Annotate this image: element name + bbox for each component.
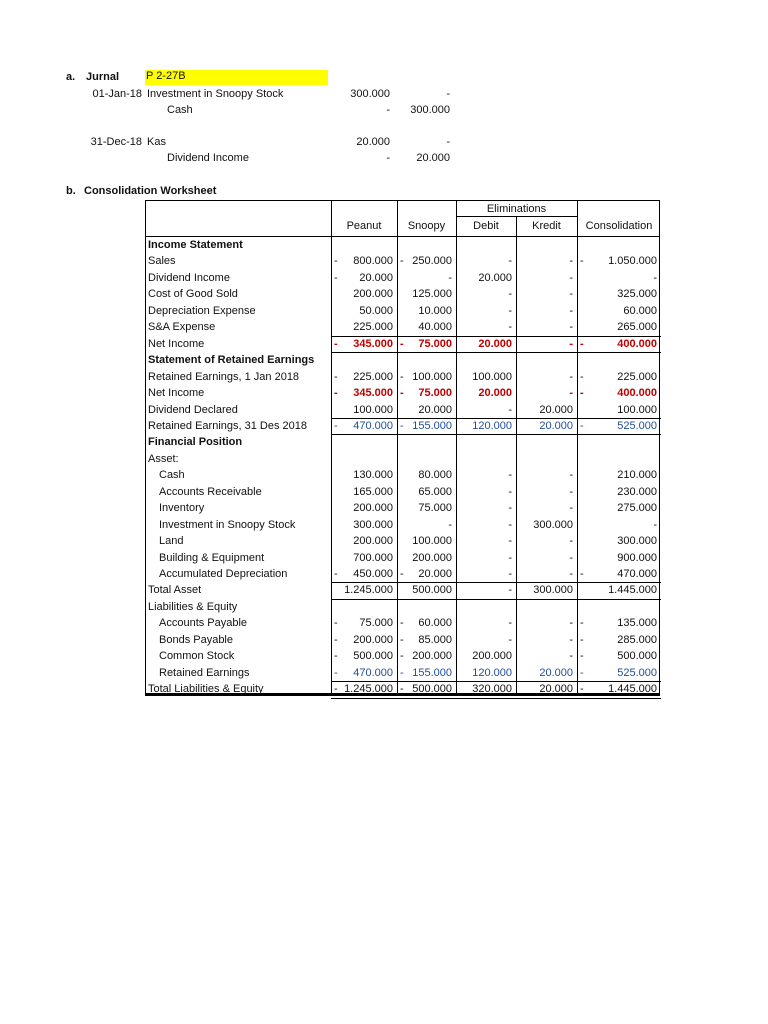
cell-p: 1.245.000: [344, 584, 393, 597]
cell-k: -: [569, 387, 573, 400]
cell-d: 320.000: [472, 683, 512, 696]
negative-sign: -: [580, 370, 584, 383]
cell-d: 120.000: [472, 666, 512, 679]
row-label: Accounts Receivable: [159, 485, 262, 498]
cell-k: 20.000: [539, 403, 573, 416]
row-label: Inventory: [159, 502, 205, 515]
negative-sign: -: [400, 683, 404, 696]
cell-c: 285.000: [617, 633, 657, 646]
cell-p: 345.000: [353, 337, 393, 350]
cell-k: -: [569, 304, 573, 317]
header-divider: [146, 236, 659, 237]
cell-c: 1.445.000: [608, 584, 657, 597]
negative-sign: -: [580, 683, 584, 696]
negative-sign: -: [400, 568, 404, 580]
consolidation-worksheet: [145, 200, 660, 696]
header-divider: [456, 216, 577, 217]
cell-s: 125.000: [412, 288, 452, 301]
cell-d: -: [508, 518, 512, 531]
row-label: Building & Equipment: [159, 551, 265, 564]
cell-k: 20.000: [539, 683, 573, 696]
cell-p: 700.000: [353, 551, 393, 564]
negative-sign: -: [334, 666, 338, 679]
negative-sign: -: [334, 617, 338, 630]
header-debit: Debit: [473, 220, 499, 232]
cell-s: 75.000: [418, 337, 452, 350]
cell-k: 300.000: [533, 518, 573, 531]
subtotal-line-bottom: [331, 352, 661, 353]
cell-c: 900.000: [617, 551, 657, 564]
cell-d: -: [508, 633, 512, 646]
column-divider: [331, 201, 332, 693]
cell-s: 75.000: [418, 387, 452, 400]
cell-p: 800.000: [353, 255, 393, 268]
cell-s: 155.000: [412, 419, 452, 432]
negative-sign: -: [400, 650, 404, 663]
cell-s: 20.000: [418, 568, 452, 580]
cell-p: 1.245.000: [344, 683, 393, 696]
section-a-title: Jurnal: [86, 71, 120, 83]
cell-k: -: [569, 337, 573, 350]
cell-p: 200.000: [353, 633, 393, 646]
cell-d: -: [508, 551, 512, 564]
cell-d: -: [508, 288, 512, 301]
cell-c: 325.000: [617, 288, 657, 301]
cell-c: 1.445.000: [608, 683, 657, 696]
header-kredit: Kredit: [532, 220, 561, 232]
entry-date: 31-Dec-18: [90, 136, 142, 148]
cell-c: 100.000: [617, 403, 657, 416]
subtotal-line-bottom: [331, 599, 661, 600]
section-a-label: a.: [66, 71, 76, 83]
row-label: Accounts Payable: [159, 617, 248, 630]
cell-d: 20.000: [478, 337, 512, 350]
cell-k: -: [569, 633, 573, 646]
row-label: S&A Expense: [148, 321, 216, 334]
negative-sign: -: [334, 633, 338, 646]
cell-d: -: [508, 584, 512, 597]
entry-credit: -: [446, 88, 450, 100]
cell-k: -: [569, 568, 573, 580]
cell-c: 225.000: [617, 370, 657, 383]
column-divider: [577, 201, 578, 693]
cell-c: -: [653, 271, 657, 284]
cell-c: 400.000: [617, 387, 657, 400]
section-b-title: Consolidation Worksheet: [84, 185, 217, 197]
negative-sign: -: [334, 337, 338, 350]
cell-d: -: [508, 502, 512, 515]
cell-c: 500.000: [617, 650, 657, 663]
subtotal-line-top: [331, 582, 661, 583]
cell-c: 265.000: [617, 321, 657, 334]
cell-c: 230.000: [617, 485, 657, 498]
cell-s: 500.000: [412, 584, 452, 597]
row-label: Depreciation Expense: [148, 304, 256, 317]
cell-s: 250.000: [412, 255, 452, 268]
row-label: Retained Earnings: [159, 666, 250, 679]
cell-d: 20.000: [478, 271, 512, 284]
subtotal-line-top: [331, 681, 661, 682]
negative-sign: -: [334, 387, 338, 400]
negative-sign: -: [400, 255, 404, 268]
negative-sign: -: [334, 568, 338, 580]
cell-s: 200.000: [412, 650, 452, 663]
cell-c: 470.000: [617, 568, 657, 580]
negative-sign: -: [580, 666, 584, 679]
cell-p: 75.000: [359, 617, 393, 630]
cell-d: 200.000: [472, 650, 512, 663]
cell-s: 20.000: [418, 403, 452, 416]
entry-date: 01-Jan-18: [92, 88, 142, 100]
row-label: Cash: [159, 469, 185, 482]
cell-c: 525.000: [617, 419, 657, 432]
negative-sign: -: [334, 419, 338, 432]
cell-s: 80.000: [418, 469, 452, 482]
problem-number: P 2-27B: [146, 70, 186, 82]
cell-c: 210.000: [617, 469, 657, 482]
cell-s: 85.000: [418, 633, 452, 646]
cell-k: -: [569, 650, 573, 663]
entry-account: Dividend Income: [167, 152, 249, 164]
cell-k: 300.000: [533, 584, 573, 597]
negative-sign: -: [334, 683, 338, 696]
row-label: Sales: [148, 255, 176, 268]
row-label: Total Liabilities & Equity: [148, 683, 264, 696]
cell-d: -: [508, 403, 512, 416]
subtotal-line-top: [331, 418, 661, 419]
header-eliminations: Eliminations: [486, 203, 547, 215]
negative-sign: -: [580, 617, 584, 630]
column-divider: [456, 201, 457, 693]
negative-sign: -: [580, 650, 584, 663]
negative-sign: -: [400, 617, 404, 630]
entry-debit: 300.000: [350, 88, 390, 100]
row-label: Net Income: [148, 387, 205, 400]
cell-p: 130.000: [353, 469, 393, 482]
cell-p: 450.000: [353, 568, 393, 580]
cell-k: -: [569, 485, 573, 498]
cell-s: 200.000: [412, 551, 452, 564]
section-b-label: b.: [66, 185, 76, 197]
row-label: Income Statement: [148, 239, 243, 251]
cell-d: -: [508, 617, 512, 630]
cell-p: 200.000: [353, 502, 393, 515]
entry-account: Cash: [167, 104, 193, 116]
row-label: Investment in Snoopy Stock: [159, 518, 296, 531]
header-peanut: Peanut: [346, 220, 382, 232]
cell-k: -: [569, 551, 573, 564]
cell-c: 275.000: [617, 502, 657, 515]
cell-k: 20.000: [539, 419, 573, 432]
subtotal-line-bottom: [331, 434, 661, 435]
subtotal-line-top: [331, 336, 661, 337]
row-label: Statement of Retained Earnings: [148, 354, 315, 367]
cell-s: 65.000: [418, 485, 452, 498]
entry-account: Investment in Snoopy Stock: [147, 88, 284, 100]
entry-debit: 20.000: [356, 136, 390, 148]
header-snoopy: Snoopy: [407, 220, 446, 232]
cell-c: 135.000: [617, 617, 657, 630]
header-consolidation: Consolidation: [585, 220, 653, 232]
cell-d: 120.000: [472, 419, 512, 432]
cell-p: 200.000: [353, 288, 393, 301]
cell-c: 60.000: [623, 304, 657, 317]
subtotal-line-bottom: [331, 698, 661, 699]
row-label: Total Asset: [148, 584, 202, 597]
cell-d: -: [508, 469, 512, 482]
negative-sign: -: [580, 387, 584, 400]
cell-c: 1.050.000: [608, 255, 657, 268]
negative-sign: -: [400, 337, 404, 350]
cell-k: -: [569, 370, 573, 383]
row-label: Accumulated Depreciation: [159, 568, 288, 580]
row-label: Common Stock: [159, 650, 235, 663]
cell-s: 60.000: [418, 617, 452, 630]
column-divider: [516, 217, 517, 693]
cell-d: 100.000: [472, 370, 512, 383]
cell-p: 470.000: [353, 666, 393, 679]
entry-credit: 300.000: [410, 104, 450, 116]
cell-d: -: [508, 255, 512, 268]
cell-k: 20.000: [539, 666, 573, 679]
entry-credit: 20.000: [416, 152, 450, 164]
negative-sign: -: [580, 633, 584, 646]
cell-p: 50.000: [359, 304, 393, 317]
cell-k: -: [569, 502, 573, 515]
cell-d: -: [508, 568, 512, 580]
row-label: Dividend Income: [148, 271, 230, 284]
negative-sign: -: [580, 255, 584, 268]
cell-s: -: [448, 518, 452, 531]
row-label: Land: [159, 535, 184, 548]
cell-p: 225.000: [353, 370, 393, 383]
cell-s: 40.000: [418, 321, 452, 334]
cell-c: 525.000: [617, 666, 657, 679]
cell-d: -: [508, 535, 512, 548]
cell-k: -: [569, 535, 573, 548]
entry-credit: -: [446, 136, 450, 148]
negative-sign: -: [580, 337, 584, 350]
negative-sign: -: [334, 271, 338, 284]
cell-p: 500.000: [353, 650, 393, 663]
row-label: Dividend Declared: [148, 403, 238, 416]
cell-k: -: [569, 469, 573, 482]
cell-p: 300.000: [353, 518, 393, 531]
cell-d: -: [508, 321, 512, 334]
negative-sign: -: [334, 370, 338, 383]
negative-sign: -: [400, 370, 404, 383]
cell-s: 100.000: [412, 370, 452, 383]
cell-s: 10.000: [418, 304, 452, 317]
cell-k: -: [569, 255, 573, 268]
entry-debit: -: [386, 152, 390, 164]
cell-p: 470.000: [353, 419, 393, 432]
cell-c: 300.000: [617, 535, 657, 548]
cell-c: 400.000: [617, 337, 657, 350]
negative-sign: -: [580, 419, 584, 432]
row-label: Bonds Payable: [159, 633, 233, 646]
cell-p: 165.000: [353, 485, 393, 498]
cell-p: 100.000: [353, 403, 393, 416]
negative-sign: -: [334, 255, 338, 268]
row-label: Financial Position: [148, 436, 243, 449]
cell-p: 20.000: [359, 271, 393, 284]
cell-d: -: [508, 485, 512, 498]
negative-sign: -: [334, 650, 338, 663]
cell-s: 500.000: [412, 683, 452, 696]
cell-d: 20.000: [478, 387, 512, 400]
cell-k: -: [569, 288, 573, 301]
cell-p: 200.000: [353, 535, 393, 548]
cell-s: -: [448, 271, 452, 284]
column-divider: [397, 201, 398, 693]
cell-p: 225.000: [353, 321, 393, 334]
negative-sign: -: [400, 633, 404, 646]
cell-c: -: [653, 518, 657, 531]
cell-k: -: [569, 271, 573, 284]
cell-k: -: [569, 617, 573, 630]
problem-highlight: [145, 70, 328, 85]
row-label: Retained Earnings, 1 Jan 2018: [148, 370, 300, 383]
cell-s: 75.000: [418, 502, 452, 515]
entry-account: Kas: [147, 136, 166, 148]
row-label: Retained Earnings, 31 Des 2018: [148, 419, 307, 432]
negative-sign: -: [400, 387, 404, 400]
row-label: Asset:: [148, 452, 179, 465]
entry-debit: -: [386, 104, 390, 116]
negative-sign: -: [400, 666, 404, 679]
row-label: Liabilities & Equity: [148, 600, 238, 613]
negative-sign: -: [580, 568, 584, 580]
cell-s: 100.000: [412, 535, 452, 548]
row-label: Net Income: [148, 337, 205, 350]
cell-p: 345.000: [353, 387, 393, 400]
row-label: Cost of Good Sold: [148, 288, 238, 301]
cell-k: -: [569, 321, 573, 334]
cell-d: -: [508, 304, 512, 317]
cell-s: 155.000: [412, 666, 452, 679]
negative-sign: -: [400, 419, 404, 432]
